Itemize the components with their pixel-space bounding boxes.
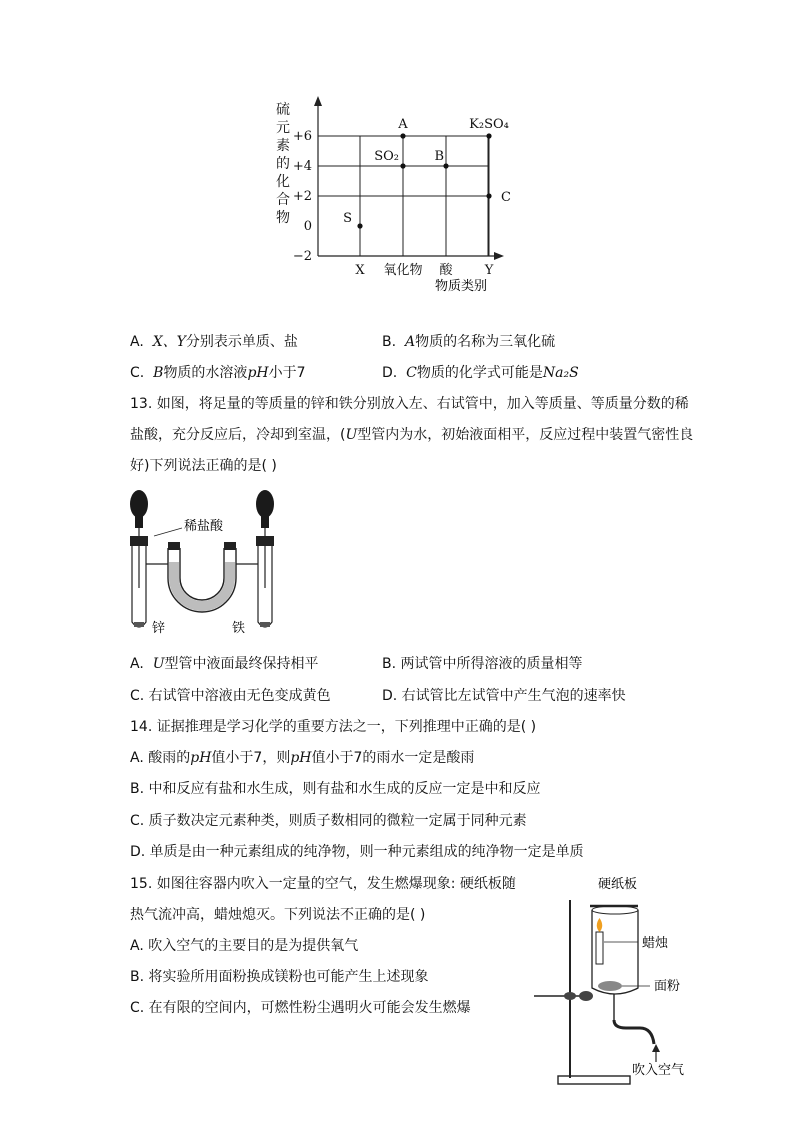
ylabel-char: 硫	[276, 102, 290, 118]
ylabel-char: 的	[276, 156, 290, 172]
q13-option-a: A. U型管中液面最终保持相平	[130, 656, 319, 672]
candle-flame	[597, 918, 603, 932]
sulfur-valence-chart	[268, 92, 538, 300]
q14-option-b: B. 中和反应有盐和水生成，则有盐和水生成的反应一定是中和反应	[130, 781, 541, 797]
u-tube-figure	[124, 488, 294, 640]
point-label: B	[434, 149, 444, 164]
candle-label: 蜡烛	[642, 936, 669, 951]
ylabel-chars	[276, 102, 290, 226]
q15-option-a: A. 吹入空气的主要目的是为提供氧气	[130, 938, 359, 954]
q15-stem-line2: 热气流冲高，蜡烛熄灭。下列说法不正确的是( )	[130, 907, 426, 923]
q13-stem-line2: 盐酸，充分反应后，冷却到室温，(U型管内为水，初始液面相平，反应过程中装置气密性良	[130, 427, 694, 443]
q15-option-b: B. 将实验所用面粉换成镁粉也可能产生上述现象	[130, 969, 429, 985]
q13-option-c: C. 右试管中溶液由无色变成黄色	[130, 688, 331, 704]
q15-stem-line1: 15. 如图往容器内吹入一定量的空气，发生燃爆现象: 硬纸板随	[130, 876, 516, 892]
y-tick-label: +2	[292, 189, 312, 204]
q14-option-d: D. 单质是由一种元素组成的纯净物，则一种元素组成的纯净物一定是单质	[130, 844, 584, 860]
point-label: C	[501, 190, 511, 205]
x-category-label: X	[355, 263, 365, 278]
q13-stem-line1: 13. 如图，将足量的等质量的锌和铁分别放入左、右试管中，加入等质量、等质量分数的稀	[130, 396, 689, 412]
stand-base	[558, 1076, 630, 1084]
q13-option-b: B. 两试管中所得溶液的质量相等	[382, 656, 583, 672]
point-label: S	[343, 211, 352, 226]
board-label: 硬纸板	[598, 877, 638, 892]
y-axis-arrow	[314, 96, 322, 106]
right-dropper-bulb	[256, 490, 274, 518]
x-axis-label: 物质类别	[434, 279, 488, 294]
q12-option-a: A. X、Y分别表示单质、盐	[130, 334, 298, 350]
ylabel-char: 物	[276, 210, 290, 226]
q12-option-c: C. B物质的水溶液pH小于7	[130, 365, 306, 381]
y-tick-label: +6	[292, 129, 312, 144]
q13-stem-line3: 好)下列说法正确的是( )	[130, 458, 277, 474]
ylabel-char: 元	[276, 120, 290, 136]
left-dropper-bulb	[130, 490, 148, 518]
flour-label: 面粉	[654, 979, 681, 994]
x-category-label: 氧化物	[383, 263, 423, 278]
x-category-label: 酸	[439, 263, 453, 278]
data-point	[486, 133, 491, 138]
grid	[318, 136, 489, 256]
q14-option-c: C. 质子数决定元素种类，则质子数相同的微粒一定属于同种元素	[130, 813, 527, 829]
y-tick-label: +4	[292, 159, 312, 174]
flour	[598, 981, 622, 991]
data-point	[443, 163, 448, 168]
air-tube	[614, 1020, 654, 1044]
q12-option-b: B. A物质的名称为三氧化硫	[382, 334, 556, 350]
q14-stem: 14. 证据推理是学习化学的重要方法之一，下列推理中正确的是( )	[130, 719, 537, 735]
point-label: K₂SO₄	[469, 117, 509, 132]
ylabel-char: 素	[276, 138, 290, 154]
candle	[596, 932, 603, 964]
data-point	[357, 223, 362, 228]
q15-option-c: C. 在有限的空间内，可燃性粉尘遇明火可能会发生燃爆	[130, 1000, 471, 1016]
y-ticks	[293, 129, 312, 264]
q14-option-a: A. 酸雨的pH值小于7，则pH值小于7的雨水一定是酸雨	[130, 750, 475, 766]
ylabel-char: 合	[276, 192, 290, 208]
iron-label: 铁	[232, 621, 246, 636]
q13-option-d: D. 右试管比左试管中产生气泡的速率快	[382, 688, 626, 704]
q12-option-d: D. C物质的化学式可能是Na₂S	[382, 365, 579, 381]
point-label: SO₂	[374, 149, 399, 164]
y-tick-label: −2	[292, 249, 312, 264]
x-category-label: Y	[484, 263, 494, 278]
x-categories	[355, 262, 493, 278]
data-point	[400, 163, 405, 168]
dust-explosion-figure	[530, 868, 705, 1090]
zinc-label: 锌	[152, 621, 166, 636]
y-tick-label: 0	[303, 219, 312, 234]
x-axis-arrow	[494, 252, 504, 260]
air-label: 吹入空气	[632, 1063, 685, 1078]
acid-label: 稀盐酸	[184, 519, 224, 534]
data-point	[486, 193, 491, 198]
point-label: A	[398, 117, 408, 132]
points	[343, 117, 511, 229]
data-point	[400, 133, 405, 138]
ylabel-char: 化	[276, 174, 290, 190]
